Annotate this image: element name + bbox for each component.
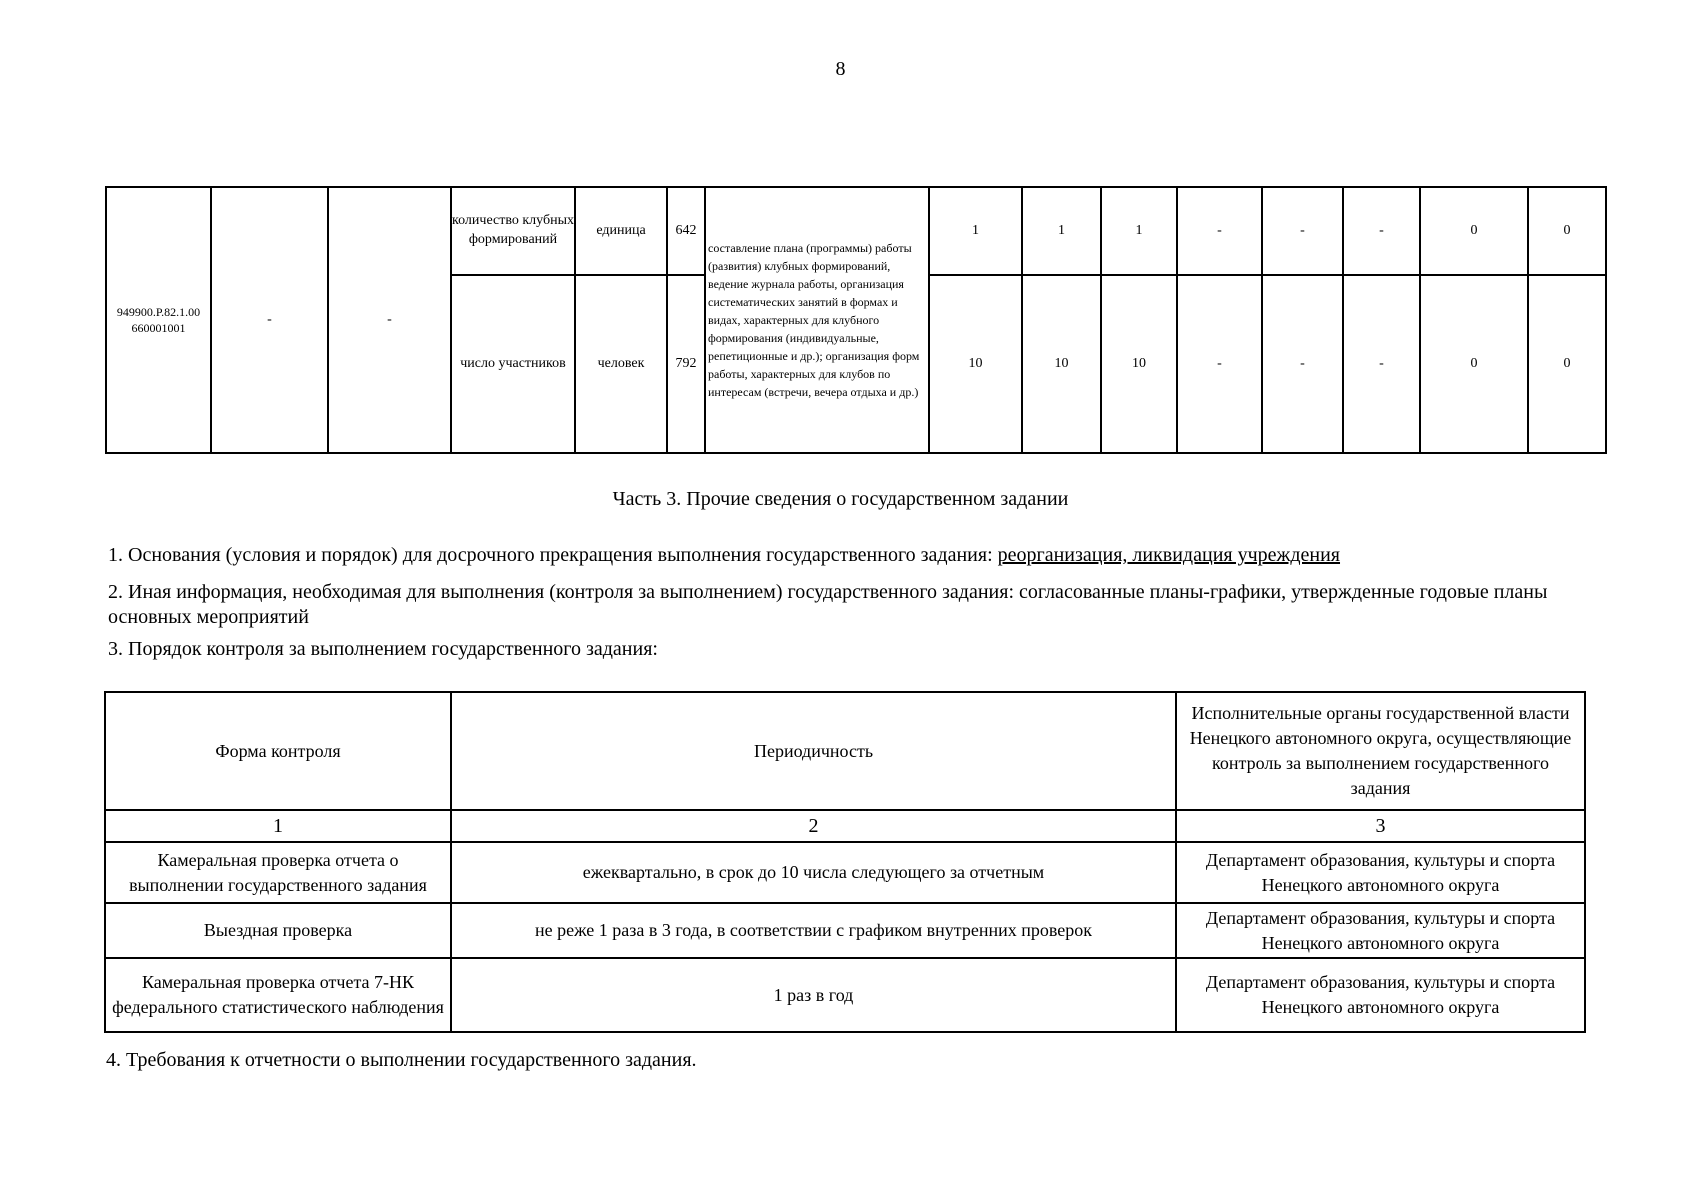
okei-code: 792	[667, 275, 705, 453]
control-table	[104, 691, 1586, 1033]
page-number: 8	[835, 58, 846, 80]
unit-name: единица	[575, 187, 667, 275]
value-cell: 1	[929, 187, 1022, 275]
column-header: Исполнительные органы государственной власти Ненецкого автономного округа, осуществляющие контроль за выполнением государственного задания	[1176, 692, 1585, 810]
okei-code: 642	[667, 187, 705, 275]
work-description: составление плана (программы) работы (развития) клубных формирований, ведение журнала работы, организация систематических занятий в формах и видах, характерных для клубного формирования (индивидуальные, репетиционные и др.); организация форм работы, характерных для клубов по интересам (встречи, вечера отдыха и др.)	[705, 187, 929, 453]
indicators-table	[105, 186, 1607, 454]
table-row	[105, 903, 1585, 958]
control-period: 1 раз в год	[451, 958, 1176, 1032]
value-cell: 10	[929, 275, 1022, 453]
item-1	[108, 543, 1578, 568]
indicator-name: количество клубных формирований	[451, 187, 575, 275]
value-cell: 1	[1022, 187, 1101, 275]
table-row	[105, 842, 1585, 903]
value-cell: -	[1262, 187, 1343, 275]
control-authority: Департамент образования, культуры и спорта Ненецкого автономного округа	[1176, 842, 1585, 903]
item-2: 2. Иная информация, необходимая для выполнения (контроля за выполнением) государственного задания: согласованные планы-графики, утвержденные годовые планы основных мероприятий	[108, 581, 1548, 628]
value-cell: 1	[1101, 187, 1177, 275]
value-cell: 0	[1420, 275, 1528, 453]
unit-name: человек	[575, 275, 667, 453]
value-cell: 10	[1101, 275, 1177, 453]
value-cell: -	[1343, 275, 1420, 453]
value-cell: 0	[1528, 187, 1606, 275]
control-form: Камеральная проверка отчета о выполнении государственного задания	[105, 842, 451, 903]
item-3: 3. Порядок контроля за выполнением государственного задания:	[108, 638, 658, 660]
column-index: 2	[451, 810, 1176, 842]
item-4: 4. Требования к отчетности о выполнении государственного задания.	[106, 1049, 697, 1071]
table-row	[105, 958, 1585, 1032]
control-authority: Департамент образования, культуры и спорта Ненецкого автономного округа	[1176, 903, 1585, 958]
value-cell: 0	[1528, 275, 1606, 453]
value-cell: -	[1177, 275, 1262, 453]
table-header-row	[105, 692, 1585, 810]
value-cell: 10	[1022, 275, 1101, 453]
column-index: 1	[105, 810, 451, 842]
indicator-name: число участников	[451, 275, 575, 453]
value-cell: -	[1343, 187, 1420, 275]
item-1-text: 1. Основания (условия и порядок) для досрочного прекращения выполнения государственного задания:	[108, 544, 998, 566]
control-form: Выездная проверка	[105, 903, 451, 958]
control-period: ежеквартально, в срок до 10 числа следующего за отчетным	[451, 842, 1176, 903]
value-cell: -	[1262, 275, 1343, 453]
dash-cell: -	[211, 187, 328, 453]
control-period: не реже 1 раза в 3 года, в соответствии с графиком внутренних проверок	[451, 903, 1176, 958]
dash-cell: -	[328, 187, 451, 453]
column-header: Периодичность	[451, 692, 1176, 810]
registry-code: 949900.Р.82.1.00 660001001	[106, 187, 211, 453]
control-authority: Департамент образования, культуры и спорта Ненецкого автономного округа	[1176, 958, 1585, 1032]
part3-title: Часть 3. Прочие сведения о государственном задании	[612, 488, 1069, 510]
index-row	[105, 810, 1585, 842]
column-header: Форма контроля	[105, 692, 451, 810]
item-1-value: реорганизация, ликвидация учреждения	[997, 544, 1341, 566]
control-form: Камеральная проверка отчета 7-НК федерального статистического наблюдения	[105, 958, 451, 1032]
value-cell: 0	[1420, 187, 1528, 275]
column-index: 3	[1176, 810, 1585, 842]
table-row	[106, 187, 1606, 275]
value-cell: -	[1177, 187, 1262, 275]
